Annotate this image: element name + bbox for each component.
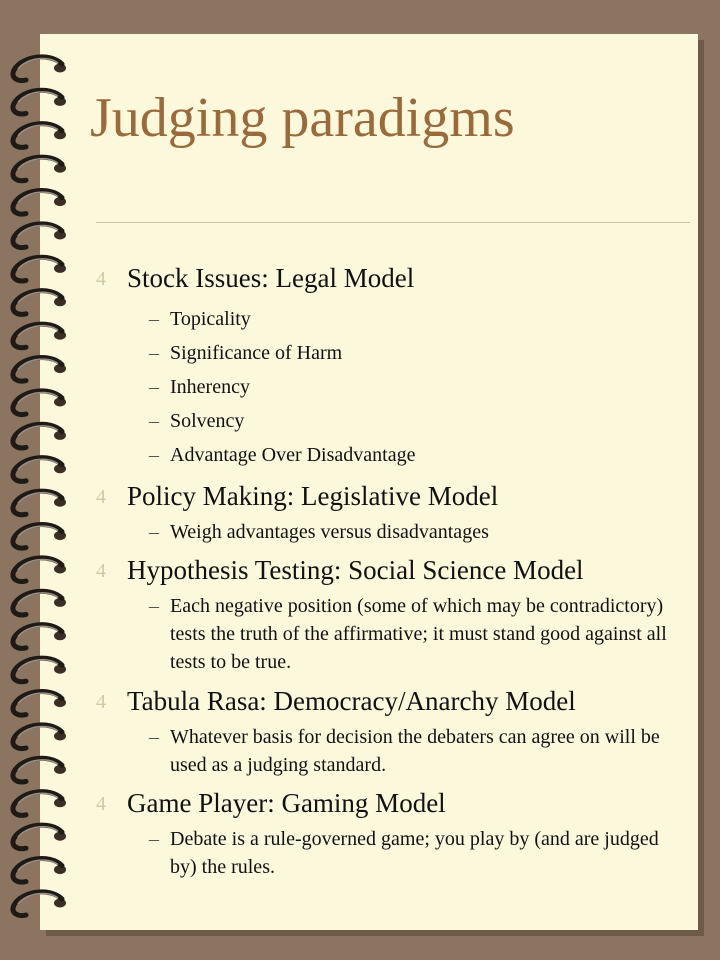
sub-item: – Topicality: [149, 307, 251, 330]
spiral-ring: [13, 691, 66, 715]
spiral-ring: [13, 758, 66, 782]
sub-item: – Advantage Over Disadvantage: [149, 443, 416, 466]
spiral-ring: [13, 625, 66, 649]
spiral-ring: [13, 825, 66, 849]
bullet-icon: 4: [96, 690, 106, 713]
spiral-ring: [13, 57, 66, 81]
spiral-ring: [13, 458, 66, 482]
slide-title: Judging paradigms: [90, 87, 515, 149]
spiral-ring: [13, 792, 66, 816]
list-item-label: Policy Making: Legislative Model: [127, 480, 499, 511]
spiral-ring: [13, 725, 66, 749]
spiral-ring: [13, 124, 66, 148]
sub-item: – Each negative position (some of which may be contradictory) tests the truth of the affirmative; it must stand good against all tests to be true.: [149, 594, 667, 674]
bullet-icon: 4: [96, 559, 106, 582]
spiral-ring: [13, 224, 66, 248]
sub-item: – Debate is a rule-governed game; you play by (and are judged by) the rules.: [149, 828, 659, 879]
sub-item: – Weigh advantages versus disadvantages: [149, 520, 489, 543]
spiral-ring: [13, 558, 66, 582]
bullet-icon: 4: [96, 793, 106, 816]
list-item-tabula-rasa: [90, 685, 690, 780]
list-item-label: Stock Issues: Legal Model: [127, 263, 415, 293]
spiral-ring: [13, 491, 66, 515]
list-item-label: Tabula Rasa: Democracy/Anarchy Model: [127, 685, 576, 716]
sub-item: – Whatever basis for decision the debaters can agree on will be used as a judging standard.: [149, 725, 660, 776]
spiral-ring: [13, 291, 66, 315]
sub-item: – Inherency: [149, 375, 250, 398]
bullet-icon: 4: [96, 268, 106, 290]
bullet-list: [90, 262, 690, 882]
spiral-ring: [13, 424, 66, 448]
spiral-ring: [13, 524, 66, 548]
spiral-ring: [13, 391, 66, 415]
spiral-ring: [13, 190, 66, 214]
bullet-icon: 4: [96, 485, 106, 508]
sub-item: – Significance of Harm: [149, 341, 343, 364]
spiral-ring: [13, 90, 66, 114]
spiral-binding-icon: [0, 40, 80, 920]
spiral-ring: [13, 357, 66, 381]
list-item-label: Hypothesis Testing: Social Science Model: [127, 554, 584, 585]
list-item-hypothesis-testing: [90, 554, 690, 677]
spiral-ring: [13, 257, 66, 281]
spiral-ring: [13, 658, 66, 682]
sub-item: – Solvency: [149, 409, 245, 432]
list-item-label: Game Player: Gaming Model: [127, 788, 446, 819]
spiral-ring: [13, 324, 66, 348]
spiral-ring: [13, 892, 66, 916]
spiral-ring: [13, 157, 66, 181]
list-item-game-player: [90, 787, 690, 882]
list-item-stock-issues: [90, 262, 690, 472]
list-item-policy-making: [90, 480, 690, 546]
spiral-ring: [13, 858, 66, 882]
spiral-ring: [13, 591, 66, 615]
title-divider: [96, 222, 690, 223]
